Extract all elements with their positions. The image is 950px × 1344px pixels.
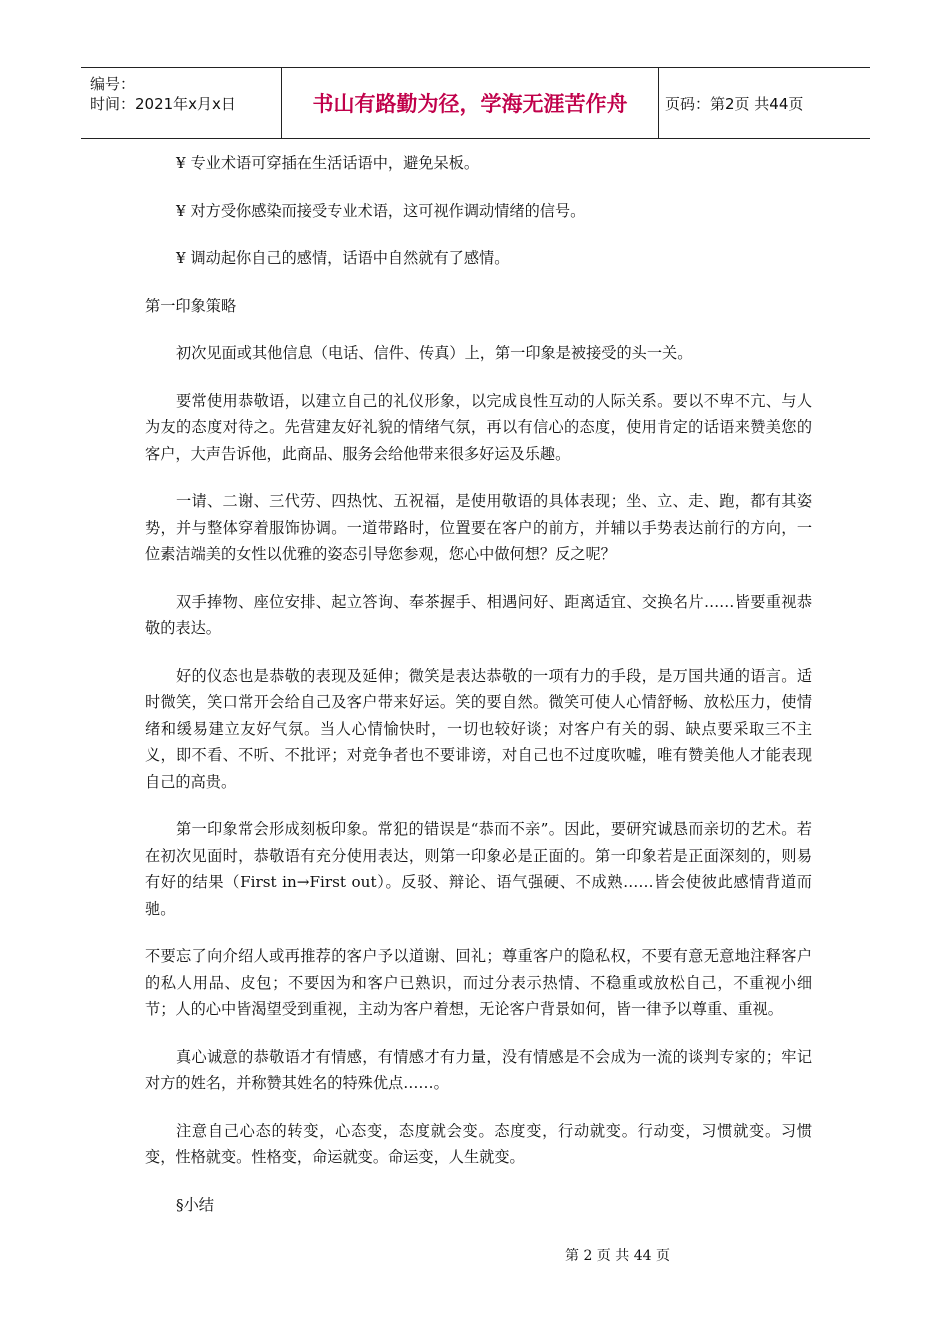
body-paragraph: 真心诚意的恭敬语才有情感，有情感才有力量，没有情感是不会成为一流的谈判专家的；牢记对方的姓名，并称赞其姓名的特殊优点……。	[145, 1047, 812, 1092]
date-label: 时间：2021年x月x日	[90, 95, 236, 113]
number-label: 编号：	[90, 75, 136, 93]
bullet-paragraph: ¥ 对方受你感染而接受专业术语，这可视作调动情绪的信号。	[176, 201, 586, 220]
body-paragraph: 不要忘了向介绍人或再推荐的客户予以道谢、回礼；尊重客户的隐私权，不要有意无意地注释客户的私人用品、皮包；不要因为和客户已熟识，而过分表示热情、不稳重或放松自己，不重视小细节；人的心中皆渴望受到重视，主动为客户着想，无论客户背景如何，皆一律予以尊重、重视。	[145, 947, 812, 1018]
body-paragraph: 要常使用恭敬语，以建立自己的礼仪形象，以完成良性互动的人际关系。要以不卑不亢、与人为友的态度对待之。先营建友好礼貌的情绪气氛，再以有信心的态度，使用肯定的话语来赞美您的客户，大声告诉他，此商品、服务会给他带来很多好运及乐趣。	[145, 391, 812, 463]
page-header	[81, 67, 870, 139]
summary-heading: §小结	[176, 1195, 214, 1214]
body-paragraph: 注意自己心态的转变，心态变，态度就会变。态度变，行动就变。行动变，习惯就变。习惯变，性格就变。性格变，命运就变。命运变，人生就变。	[145, 1121, 812, 1166]
body-paragraph: 第一印象常会形成刻板印象。常犯的错误是“恭而不亲”。因此，要研究诚恳而亲切的艺术。若在初次见面时，恭敬语有充分使用表达，则第一印象必是正面的。第一印象若是正面深刻的，则易有好的结果（First in→First out）。反驳、辩论、语气强硬、不成熟……皆会使彼此感情背道而驰。	[145, 820, 812, 918]
header-motto: 书山有路勤为径，学海无涯苦作舟	[282, 68, 659, 138]
bullet-paragraph: ¥ 专业术语可穿插在生活话语中，避免呆板。	[176, 154, 480, 172]
document-body	[145, 150, 812, 1239]
page-footer: 第 2 页 共 44 页	[565, 1248, 670, 1264]
body-paragraph: 好的仪态也是恭敬的表现及延伸；微笑是表达恭敬的一项有力的手段，是万国共通的语言。适时微笑，笑口常开会给自己及客户带来好运。笑的要自然。微笑可使人心情舒畅、放松压力，使情绪和缓易建立友好气氛。当人心情愉快时，一切也较好谈；对客户有关的弱、缺点要采取三不主义，即不看、不听、不批评；对竞争者也不要诽谤，对自己也不过度吹嘘，唯有赞美他人才能表现自己的高贵。	[145, 666, 812, 791]
header-meta	[81, 68, 282, 138]
bullet-paragraph: ¥ 调动起你自己的感情，话语中自然就有了感情。	[176, 249, 510, 267]
header-page-info: 页码：第2页 共44页	[665, 94, 804, 113]
body-paragraph: 双手捧物、座位安排、起立答询、奉茶握手、相遇问好、距离适宜、交换名片……皆要重视恭敬的表达。	[145, 592, 812, 637]
body-paragraph: 初次见面或其他信息（电话、信件、传真）上，第一印象是被接受的头一关。	[176, 344, 693, 362]
section-heading: 第一印象策略	[145, 296, 237, 315]
body-paragraph: 一请、二谢、三代劳、四热忱、五祝福，是使用敬语的具体表现；坐、立、走、跑，都有其姿势，并与整体穿着服饰协调。一道带路时，位置要在客户的前方，并辅以手势表达前行的方向，一位素洁端美的女性以优雅的姿态引导您参观，您心中做何想？反之呢？	[145, 492, 812, 563]
